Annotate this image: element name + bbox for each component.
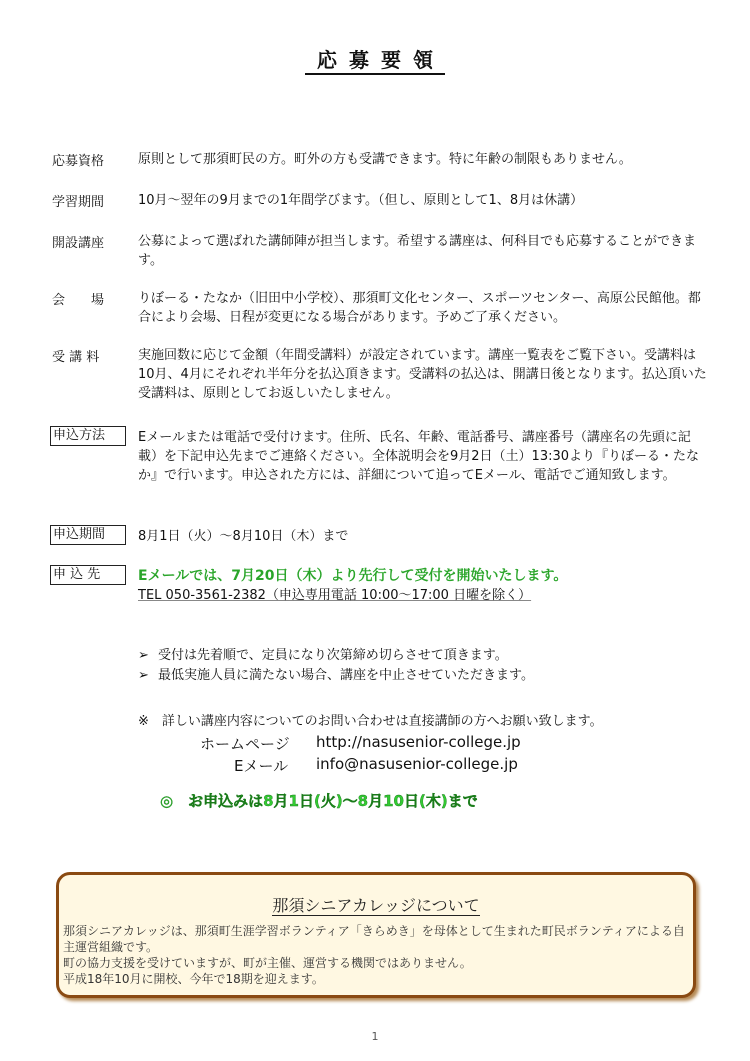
homepage-label: ホームページ — [200, 735, 290, 753]
arrow-bullet-icon: ➢ — [138, 648, 149, 663]
section-label: 開設講座 — [52, 236, 105, 251]
arrow-bullet-icon: ➢ — [138, 668, 149, 683]
section-label: 受 講 料 — [52, 350, 100, 365]
about-line: 那須シニアカレッジは、那須町生涯学習ボランティア「きらめき」を母体として生まれた町民ボランティアによる自主運営組織です。 — [63, 924, 685, 954]
about-line: 町の協力支援を受けていますが、町が主催、運営する機関ではありません。 — [63, 956, 472, 970]
email-link[interactable]: info@nasusenior-college.jp — [316, 755, 518, 773]
list-item-text: 最低実施人員に満たない場合、講座を中止させていただきます。 — [158, 668, 534, 683]
phone-number: TEL 050-3561-2382（申込専用電話 10:00～17:00 日曜を除く） — [138, 588, 532, 603]
section-text: りぼーる・たなか（旧田中小学校）、那須町文化センター、スポーツセンター、高原公民館他。都合により会場、日程が変更になる場合があります。予めご了承ください。 — [138, 291, 701, 325]
section-label: 学習期間 — [52, 195, 105, 210]
about-box — [56, 872, 696, 998]
inquiry-note: ※ 詳しい講座内容についてのお問い合わせは直接講師の方へお願い致します。 — [138, 714, 603, 729]
list-item — [138, 646, 534, 666]
about-line: 平成18年10月に開校、今年で18期を迎えます。 — [63, 972, 324, 986]
section-label: 申 込 先 — [50, 565, 126, 585]
section-text: Eメールまたは電話で受付けます。住所、氏名、年齢、電話番号、講座番号（講座名の先頭に記載）を下記申込先までご連絡ください。全体説明会を9月2日（土）13:30より『りぼーる・たなか』で行います。申込された方には、詳細について追ってEメール、電話でご通知致します。 — [138, 430, 700, 483]
about-title: 那須シニアカレッジについて — [272, 896, 480, 915]
page-title: 応募要領 — [0, 44, 750, 73]
section-label: 会 場 — [52, 293, 105, 308]
email-label: Eメール — [234, 757, 289, 775]
section-label: 申込方法 — [50, 426, 126, 446]
section-label: 応募資格 — [52, 154, 105, 169]
list-item-text: 受付は先着順で、定員になり次第締め切らさせて頂きます。 — [158, 648, 508, 663]
page-number: 1 — [371, 1030, 379, 1043]
about-text — [63, 923, 693, 987]
section-text: 10月～翌年の9月までの1年間学びます。（但し、原則として1、8月は休講） — [138, 193, 584, 208]
homepage-link[interactable]: http://nasusenior-college.jp — [316, 733, 521, 751]
section-text: 原則として那須町民の方。町外の方も受講できます。特に年齢の制限もありません。 — [138, 152, 632, 167]
early-registration-notice: Eメールでは、7月20日（木）より先行して受付を開始いたします。 — [138, 568, 568, 584]
list-item — [138, 666, 534, 686]
apply-to-body — [138, 567, 710, 605]
section-text: 8月1日（火）～8月10日（木）まで — [138, 529, 349, 544]
notice-list — [138, 646, 534, 686]
section-text: 公募によって選ばれた講師陣が担当します。希望する講座は、何科目でも応募することができます。 — [138, 234, 696, 268]
section-label: 申込期間 — [50, 525, 126, 545]
section-text: 実施回数に応じて金額（年間受講料）が設定されています。講座一覧表をご覧下さい。受講料は10月、4月にそれぞれ半年分を払込頂きます。受講料の払込は、開講日後となります。払込頂いた受講料は、原則としてお返しいたしません。 — [138, 348, 707, 401]
deadline-banner: ◎ お申込みは8月1日(火)～8月10日(木)まで — [160, 792, 478, 810]
